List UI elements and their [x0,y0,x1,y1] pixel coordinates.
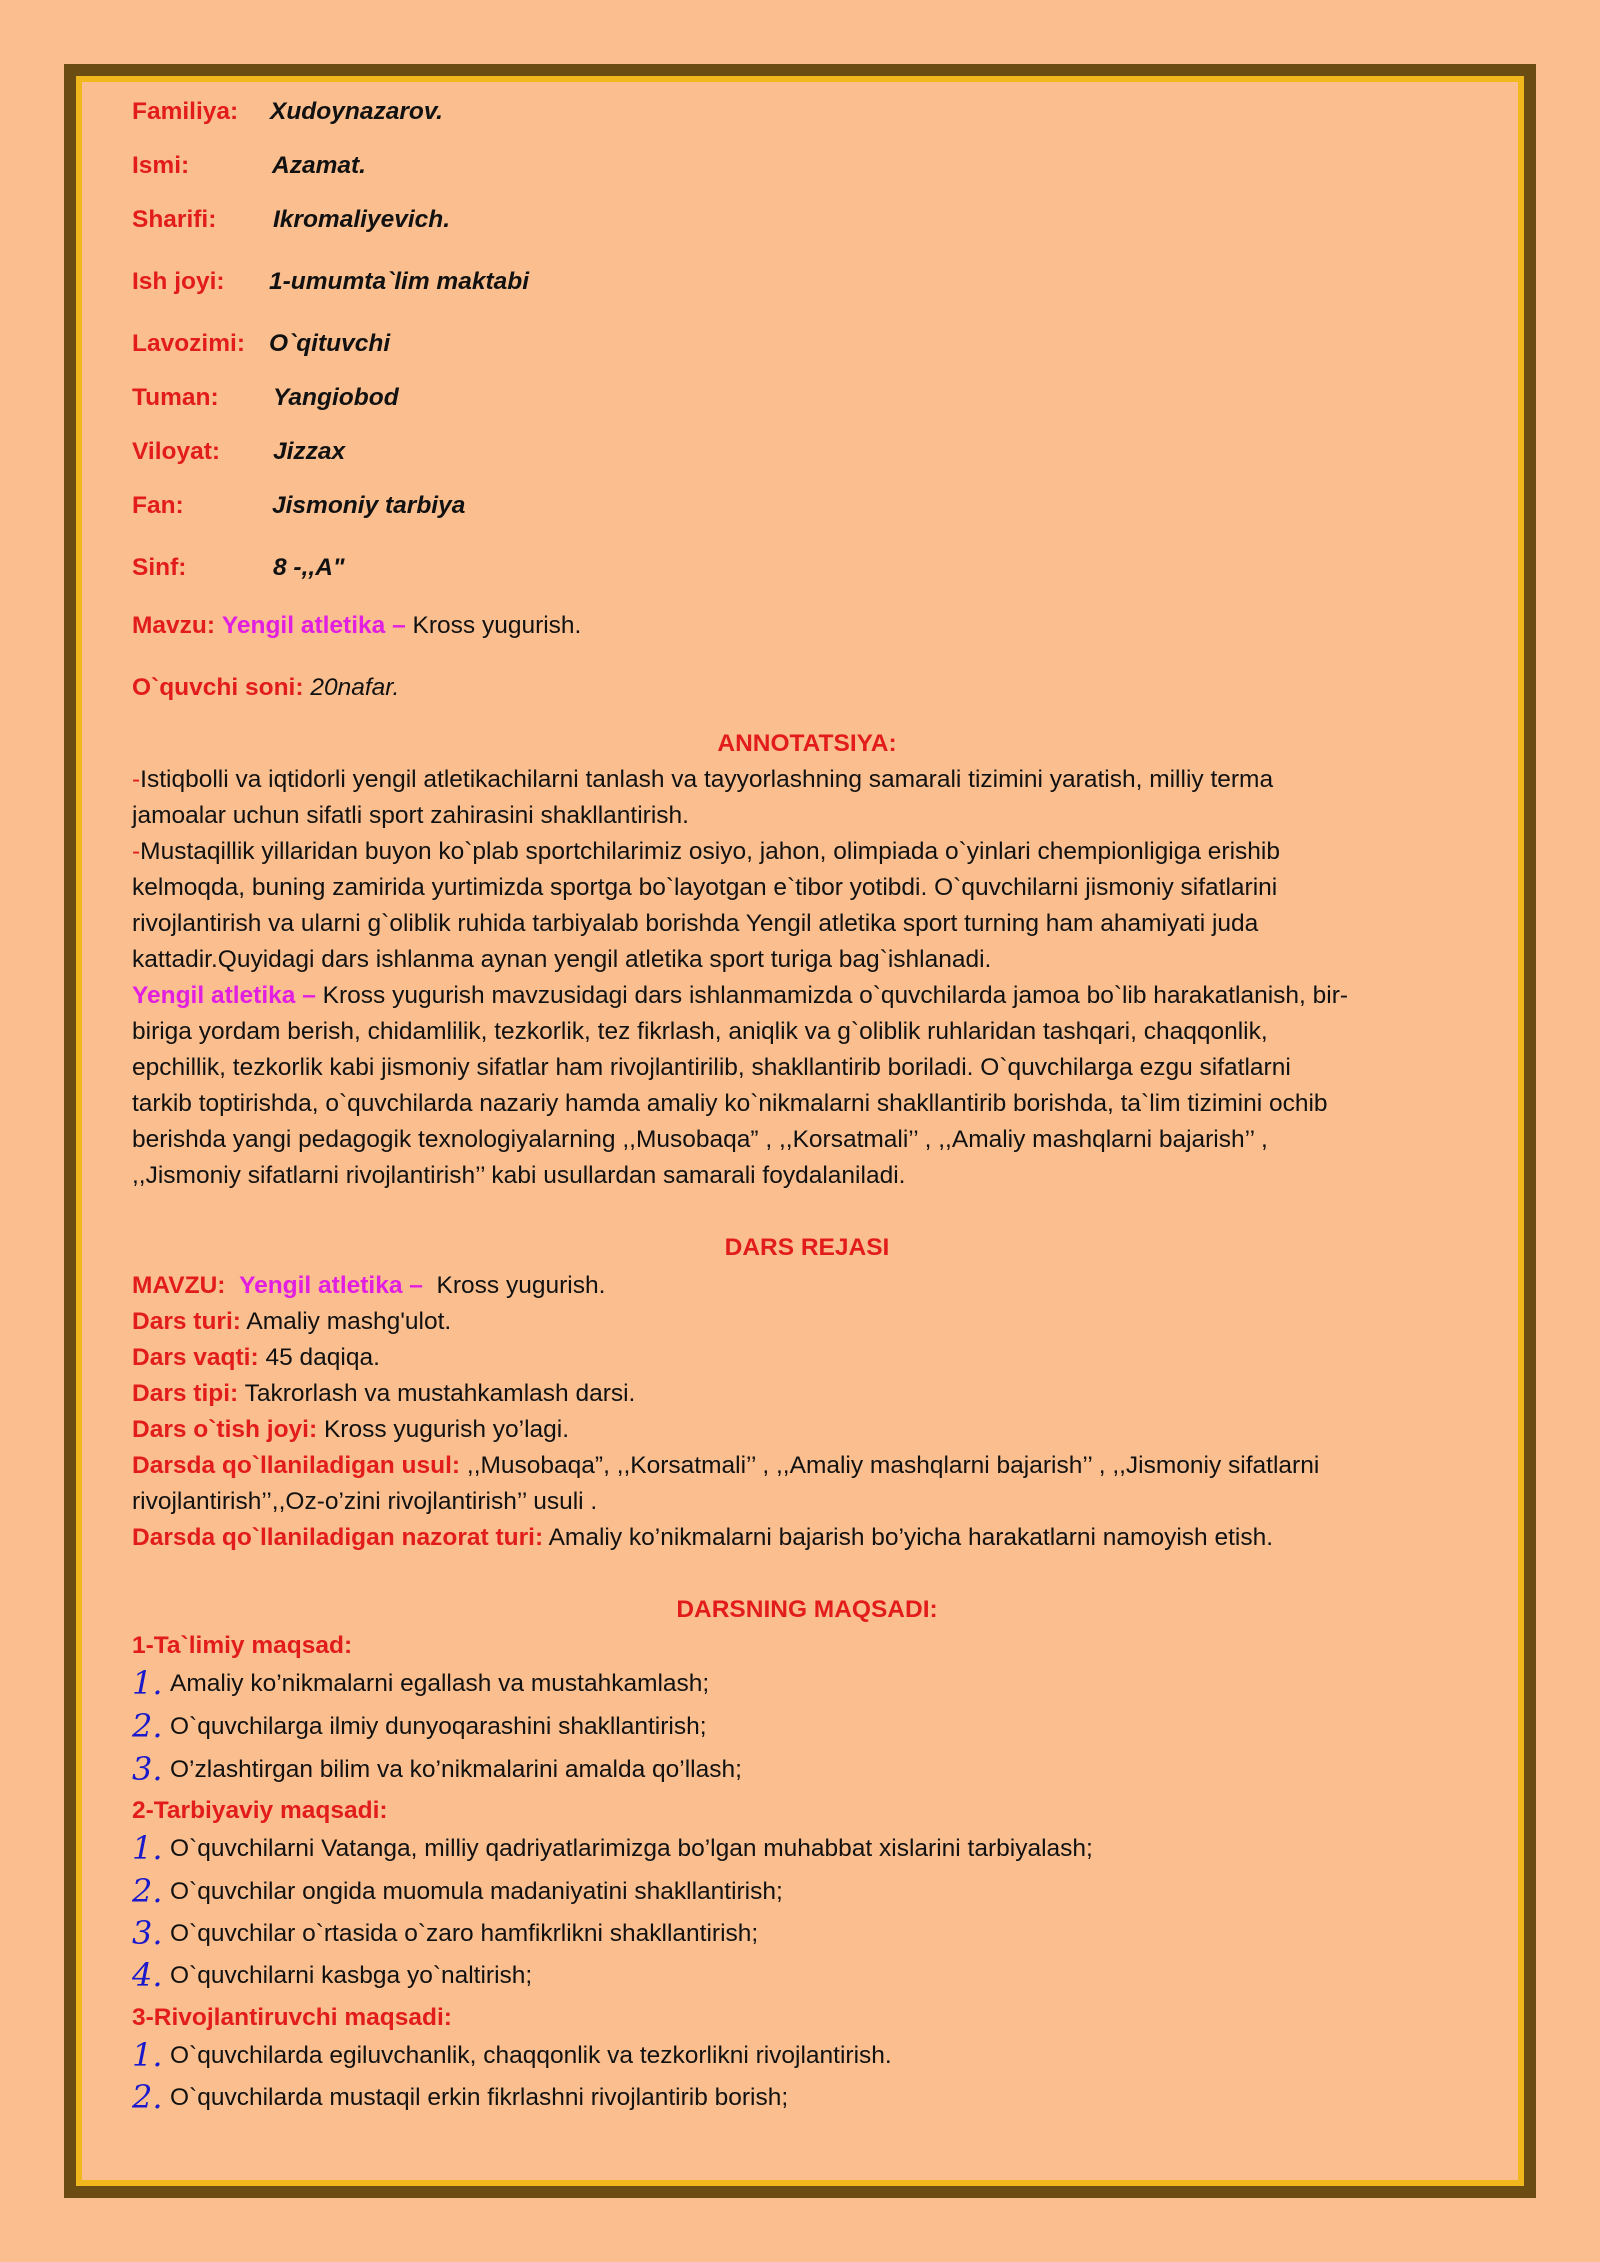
info-value: Jismoniy tarbiya [272,492,466,519]
paragraph-line: tarkib toptirishda, o`quvchilarda nazariy hamda amaliy ko`nikmalarni shakllantirib borishda, ta`lim tizimini ochib [132,1090,1328,1117]
line-text: Kross yugurish mavzusidagi dars ishlanmamizda o`quvchilarda jamoa bo`lib harakatlanish, bir- [315,982,1349,1009]
goal-section-title: 1-Ta`limiy maqsad: [132,1632,353,1659]
paragraph-line: rivojlantirish va ularni g`oliblik ruhida tarbiyalab borishda Yengil atletika sport turning ham ahamiyati juda [132,910,1259,937]
goal-text: O’zlashtirgan bilim va ko’nikmalarini amalda qo’llash; [170,1756,742,1783]
info-label: Ish joyi: [132,268,225,295]
plan-control [132,1520,1482,1556]
info-sinf [132,554,345,582]
goal-item [132,1956,532,1994]
dash-marker: - [132,838,141,865]
goals-heading: DARSNING MAQSADI: [676,1596,938,1623]
goal-text: O`quvchilarga ilmiy dunyoqarashini shakllantirish; [170,1713,707,1740]
info-ish-joyi [132,268,529,296]
topic-highlight: Yengil atletika – [221,612,406,639]
plan-text: Amaliy ko’nikmalarni bajarish bo’yicha harakatlarni namoyish etish. [548,1524,1274,1551]
info-label: Sharifi: [132,206,217,233]
goal-text: O`quvchilarni Vatanga, milliy qadriyatlarimizga bo’lgan muhabbat xislarini tarbiyalash; [170,1835,1093,1862]
info-value: 1-umumta`lim maktabi [269,268,530,295]
goal-text: O`quvchilar ongida muomula madaniyatini shakllantirish; [170,1878,783,1905]
info-label: Sinf: [132,554,187,581]
goal-item [132,2078,788,2116]
goal-text: Amaliy ko’nikmalarni egallash va mustahkamlash; [170,1670,710,1697]
annotation-heading: ANNOTATSIYA: [717,730,897,757]
info-label: Viloyat: [132,438,221,465]
list-number: 3. [132,1914,163,1952]
info-label: Ismi: [132,152,190,179]
plan-label: Dars turi: [132,1308,241,1335]
goal-item [132,1664,709,1702]
list-number: 1. [132,1664,163,1702]
list-number: 1. [132,2036,163,2074]
info-tuman [132,384,399,412]
plan-block [132,1268,1482,1556]
goal-text: O`quvchilarda mustaqil erkin fikrlashni rivojlantirib borish; [170,2084,789,2111]
pupil-count-label: O`quvchi soni: [132,674,304,701]
plan-type [132,1304,1482,1340]
plan-methods [132,1448,1482,1484]
info-familiya [132,98,443,126]
plan-text: ,,Musobaqa”, ,,Korsatmali’’ , ,,Amaliy mashqlarni bajarish’’ , ,,Jismoniy sifatlarni [466,1452,1320,1479]
highlight-text: Yengil atletika – [132,982,316,1009]
list-number: 4. [132,1956,163,1994]
plan-time [132,1340,1482,1376]
annotation-paragraph-3 [132,978,1482,1194]
paragraph-line: kattadir.Quyidagi dars ishlanma aynan yengil atletika sport turiga bag`ishlanadi. [132,946,992,973]
paragraph-line: ,,Jismoniy sifatlarni rivojlantirish’’ kabi usullardan samarali foydalaniladi. [132,1162,906,1189]
info-value: Xudoynazarov. [270,98,443,125]
paragraph-line: epchillik, tezkorlik kabi jismoniy sifatlar ham rivojlantirilib, shakllantirib boriladi. O`quvchilarga ezgu sifatlarni [132,1054,1291,1081]
info-value: Yangiobod [273,384,399,411]
plan-label: Dars tipi: [132,1380,239,1407]
goal-item [132,2036,892,2074]
annotation-paragraph-2 [132,834,1482,978]
info-value: Azamat. [272,152,366,179]
plan-kind [132,1376,1482,1412]
plan-text: Kross yugurish. [436,1272,606,1299]
info-fan [132,492,465,520]
list-number: 3. [132,1750,163,1788]
plan-topic [132,1268,1482,1304]
dash-marker: - [132,766,141,793]
plan-label: Darsda qo`llaniladigan nazorat turi: [132,1524,544,1551]
goal-section-title: 2-Tarbiyaviy maqsadi: [132,1797,388,1824]
goal-text: O`quvchilarni kasbga yo`naltirish; [170,1962,533,1989]
topic-text: Kross yugurish. [412,612,582,639]
list-number: 2. [132,1707,163,1745]
pupil-count-line [132,674,399,702]
info-value: Ikromaliyevich. [273,206,451,233]
plan-heading: DARS REJASI [724,1234,890,1261]
info-label: Fan: [132,492,184,519]
plan-label: MAVZU: [132,1272,226,1299]
goal-text: O`quvchilarda egiluvchanlik, chaqqonlik va tezkorlikni rivojlantirish. [170,2042,892,2069]
paragraph-line: biriga yordam berish, chidamlilik, tezkorlik, tez fikrlash, aniqlik va g`oliblik ruhlaridan tashqari, chaqqonlik, [132,1018,1268,1045]
info-ismi [132,152,366,180]
info-value: 8 -,,A" [273,554,345,581]
info-value: Jizzax [273,438,346,465]
info-sharifi [132,206,450,234]
goal-item [132,1829,1093,1867]
plan-label: Dars vaqti: [132,1344,259,1371]
paragraph-line: jamoalar uchun sifatli sport zahirasini shakllantirish. [132,802,689,829]
plan-text: Kross yugurish yo’lagi. [323,1416,570,1443]
info-label: Tuman: [132,384,219,411]
info-lavozimi [132,330,390,358]
info-label: Lavozimi: [132,330,245,357]
plan-label: Darsda qo`llaniladigan usul: [132,1452,461,1479]
goal-item [132,1750,742,1788]
plan-label: Dars o`tish joyi: [132,1416,318,1443]
list-number: 2. [132,2078,163,2116]
paragraph-line [132,834,1482,870]
plan-highlight: Yengil atletika – [239,1272,423,1299]
goal-item [132,1872,783,1910]
paragraph-line: berishda yangi pedagogik texnologiyalarning ,,Musobaqa” , ,,Korsatmali’’ , ,,Amaliy mashqlarni bajarish’’ , [132,1126,1268,1153]
pupil-count-value: 20nafar. [310,674,400,701]
goal-text: O`quvchilar o`rtasida o`zaro hamfikrlikni shakllantirish; [170,1920,759,1947]
topic-line [132,612,581,640]
goal-item [132,1914,758,1952]
topic-label: Mavzu: [132,612,216,639]
line-text: Istiqbolli va iqtidorli yengil atletikachilarni tanlash va tayyorlashning samarali tizimini yaratish, milliy terma [140,766,1274,793]
list-number: 1. [132,1829,163,1867]
line-text: Mustaqillik yillaridan buyon ko`plab sportchilarimiz osiyo, jahon, olimpiada o`yinlari chempionligiga erishib [140,838,1280,865]
annotation-paragraph-1 [132,762,1482,834]
info-label: Familiya: [132,98,239,125]
paragraph-line: kelmoqda, buning zamirida yurtimizda sportga bo`layotgan e`tibor yotibdi. O`quvchilarni jismoniy sifatlarini [132,874,1278,901]
plan-place [132,1412,1482,1448]
goal-section-title: 3-Rivojlantiruvchi maqsadi: [132,2004,452,2031]
goal-item [132,1707,707,1745]
paragraph-line [132,978,1482,1014]
plan-text: Takrorlash va mustahkamlash darsi. [244,1380,636,1407]
plan-text: 45 daqiqa. [265,1344,380,1371]
list-number: 2. [132,1872,163,1910]
plan-methods-cont: rivojlantirish’’,,Oz-o’zini rivojlantirish’’ usuli . [132,1488,598,1515]
info-viloyat [132,438,345,466]
plan-text: Amaliy mashg'ulot. [246,1308,452,1335]
paragraph-line [132,762,1482,798]
info-value: O`qituvchi [269,330,391,357]
